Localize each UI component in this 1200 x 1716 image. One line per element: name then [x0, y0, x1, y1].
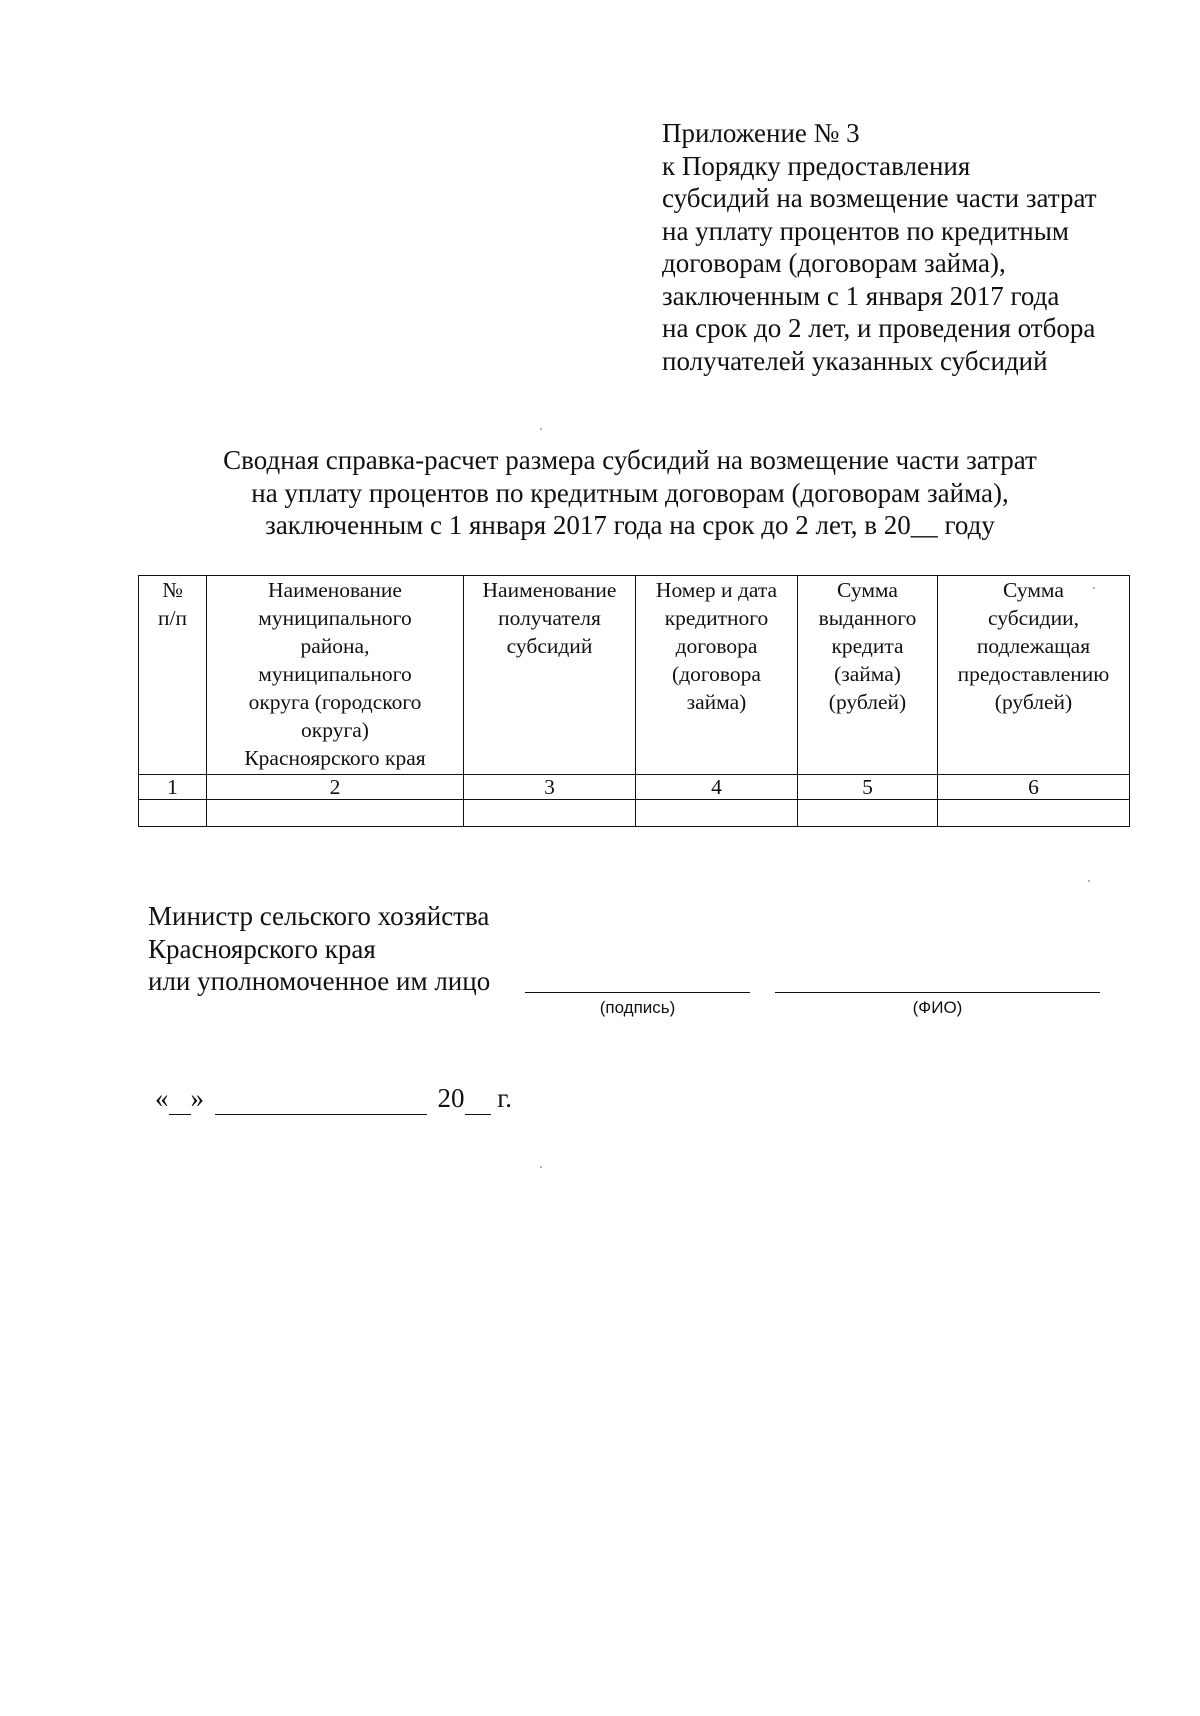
full-name-caption: (ФИО)	[912, 998, 963, 1017]
column-number: 2	[207, 775, 464, 800]
header-text: (рублей)	[828, 690, 907, 714]
table-row	[139, 800, 1130, 827]
signatory-line: Красноярского края	[148, 933, 376, 964]
date-close-quote: »	[190, 1083, 204, 1113]
title-line: на уплату процентов по кредитным договорам (договорам займа),	[251, 477, 1009, 508]
signatory-line: Министр сельского хозяйства	[148, 901, 490, 931]
appendix-line: Приложение № 3	[662, 118, 860, 148]
full-name-line	[775, 992, 1100, 993]
date-field	[155, 1082, 512, 1115]
header-text: муниципального	[258, 662, 412, 686]
appendix-line: получателей указанных субсидий	[662, 345, 1048, 376]
header-cell-recipient	[464, 576, 636, 775]
table-cell	[464, 800, 636, 827]
subsidy-calculation-table	[138, 575, 1130, 827]
header-text: субсидии,	[987, 606, 1080, 630]
column-number-row	[139, 775, 1130, 800]
header-text: Наименование	[482, 578, 617, 602]
header-text: Красноярского края	[244, 746, 426, 770]
column-number: 6	[938, 775, 1130, 800]
header-text: района,	[300, 634, 370, 658]
document-title	[130, 444, 1130, 542]
appendix-line: субсидий на возмещение части затрат	[662, 183, 1097, 213]
table-cell	[636, 800, 798, 827]
header-text: займа)	[686, 690, 747, 714]
appendix-line: заключенным с 1 января 2017 года	[662, 280, 1060, 311]
header-cell-municipality	[207, 576, 464, 775]
table-cell	[938, 800, 1130, 827]
header-text: (договора	[672, 662, 761, 686]
header-text: подлежащая	[976, 634, 1091, 658]
header-text: выданного	[818, 606, 917, 630]
header-text: кредитного	[664, 606, 769, 630]
header-text: (займа)	[834, 662, 901, 686]
header-text: муниципального	[258, 606, 412, 630]
header-text: п/п	[158, 606, 187, 630]
scan-speck	[540, 1166, 542, 1168]
header-cell-subsidy-amount	[938, 576, 1130, 775]
year-prefix: 20	[437, 1083, 465, 1113]
title-line: заключенным с 1 января 2017 года на срок до 2 лет, в 20__ году	[265, 510, 995, 540]
table-cell	[207, 800, 464, 827]
header-text: Сумма	[1003, 578, 1064, 602]
day-blank	[169, 1082, 191, 1115]
month-blank	[215, 1082, 427, 1115]
header-text: округа (городского	[248, 690, 422, 714]
header-cell-number	[139, 576, 207, 775]
header-text: Номер и дата	[655, 578, 778, 602]
signatory-line: или уполномоченное им лицо	[148, 966, 491, 996]
column-number: 4	[636, 775, 798, 800]
header-cell-loan-amount	[798, 576, 938, 775]
appendix-heading	[662, 117, 1162, 377]
table-cell	[139, 800, 207, 827]
header-text: предоставлению	[957, 662, 1110, 686]
table-header-row	[139, 576, 1130, 775]
column-number: 1	[139, 775, 207, 800]
header-text: округа)	[301, 718, 369, 742]
header-text: субсидий	[506, 634, 593, 658]
header-text: Сумма	[837, 578, 898, 602]
column-number: 5	[798, 775, 938, 800]
scan-speck	[1088, 880, 1090, 882]
year-blank	[465, 1082, 491, 1115]
column-number: 3	[464, 775, 636, 800]
appendix-line: договорам (договорам займа),	[662, 248, 1006, 278]
appendix-line: на срок до 2 лет, и проведения отбора	[662, 313, 1096, 343]
date-open-quote: «	[155, 1083, 169, 1113]
scan-speck	[540, 428, 542, 430]
header-text: (рублей)	[994, 690, 1073, 714]
title-line: Сводная справка-расчет размера субсидий на возмещение части затрат	[223, 445, 1037, 475]
scan-speck	[1093, 587, 1095, 589]
year-suffix: г.	[497, 1083, 513, 1113]
header-text: №	[162, 578, 183, 602]
header-text: кредита	[831, 634, 904, 658]
signatory-block	[148, 900, 490, 998]
table-cell	[798, 800, 938, 827]
appendix-line: на уплату процентов по кредитным	[662, 215, 1069, 246]
appendix-line: к Порядку предоставления	[662, 150, 971, 181]
header-cell-contract	[636, 576, 798, 775]
header-text: получателя	[498, 606, 601, 630]
header-text: договора	[675, 634, 758, 658]
header-text: Наименование	[268, 578, 402, 602]
signature-line	[525, 992, 750, 993]
signature-caption: (подпись)	[599, 998, 676, 1017]
